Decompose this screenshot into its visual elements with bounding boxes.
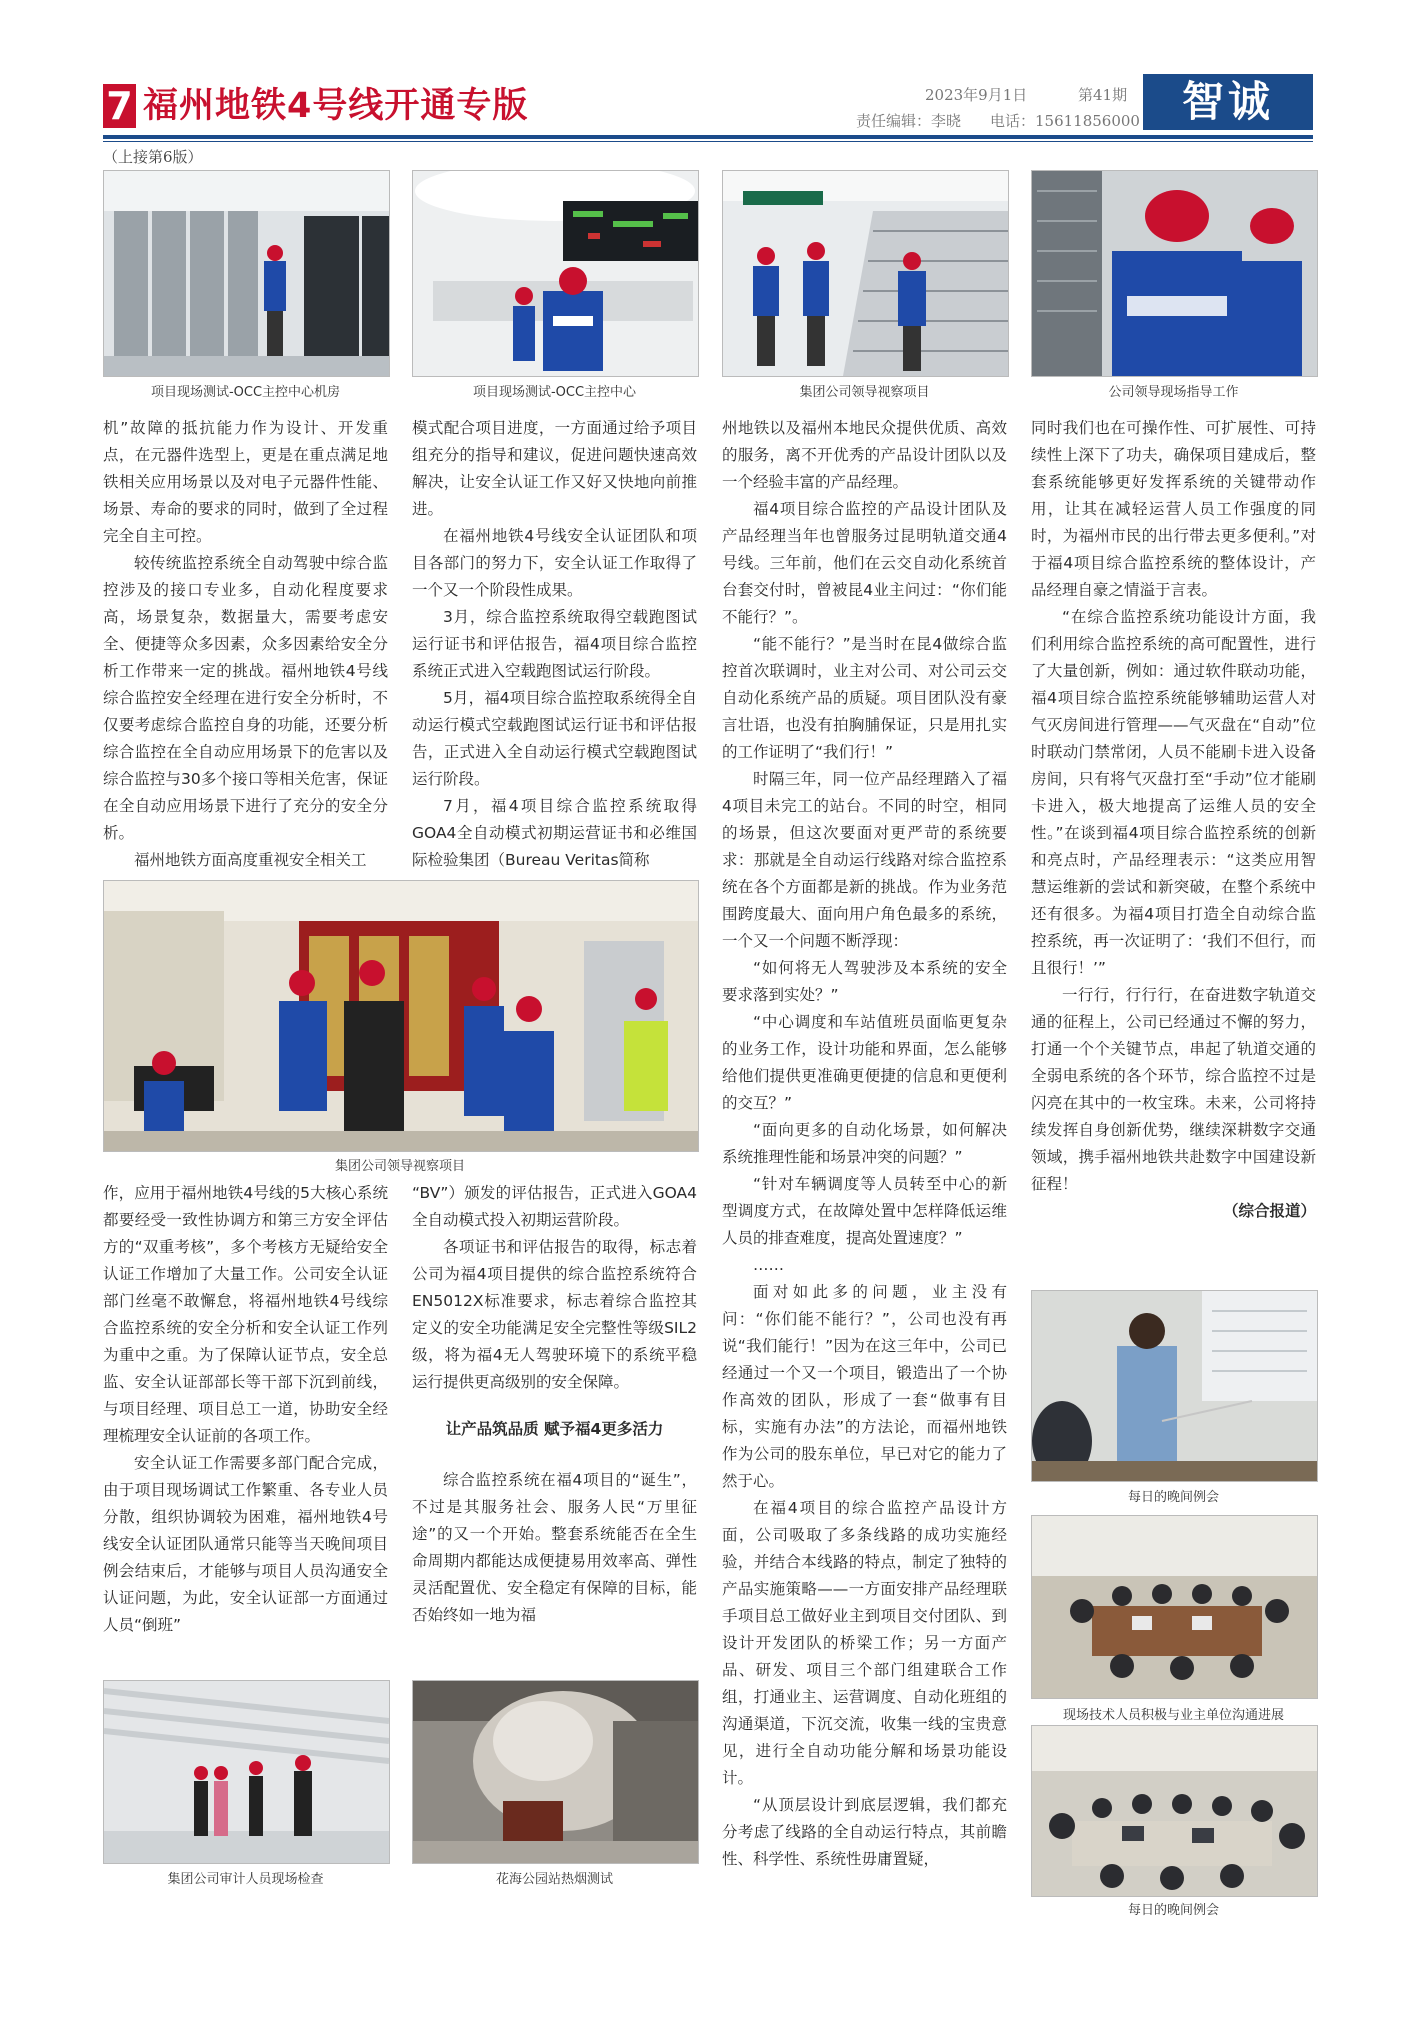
paragraph: “从顶层设计到底层逻辑，我们都充分考虑了线路的全自动运行特点，其前瞻性、科学性、系统性毋庸置疑， bbox=[722, 1796, 1007, 1868]
paragraph: 一行行，行行行，在奋进数字轨道交通的征程上，公司已经通过不懈的努力，打通一个个关键节点，串起了轨道交通的全弱电系统的各个环节，综合监控不过是闪亮在其中的一枚宝珠。未来，公司将持续发挥自身创新优势，继续深耕数字交通领域，携手福州地铁共赴数字中国建设新征程！ bbox=[1031, 986, 1316, 1193]
photo-evening-meeting bbox=[1031, 1290, 1318, 1482]
paragraph: 综合监控系统在福4项目的“诞生”，不过是其服务社会、服务人民“万里征途”的又一个开始。整套系统能否在全生命周期内都能达成便捷易用效率高、弹性灵活配置优、安全稳定有保障的目标，能否始终如一地为福 bbox=[412, 1471, 697, 1624]
header-rule bbox=[103, 135, 1313, 139]
editor: 责任编辑：李晓 bbox=[856, 112, 962, 130]
paragraph: “如何将无人驾驶涉及本系统的安全要求落到实处？” bbox=[722, 959, 1007, 1004]
article-column-1-bottom bbox=[103, 1180, 388, 1639]
photo-caption: 每日的晚间例会 bbox=[1127, 1903, 1219, 1918]
paragraph: “针对车辆调度等人员转至中心的新型调度方式，在故障处置中怎样降低运维人员的排查难度，提高处置速度？” bbox=[722, 1175, 1007, 1247]
issue-number: 第41期 bbox=[1078, 86, 1128, 104]
paragraph: 时隔三年，同一位产品经理踏入了福4项目未完工的站台。不同的时空，相同的场景，但这次要面对更严苛的系统要求：那就是全自动运行线路对综合监控系统在各个方面都是新的挑战。作为业务范围跨度最大、面向用户角色最多的系统，一个又一个问题不断浮现： bbox=[722, 770, 1007, 950]
paragraph: 福4项目综合监控的产品设计团队及产品经理当年也曾服务过昆明轨道交通4号线。三年前，他们在云交自动化系统首台套交付时，曾被昆4业主问过：“你们能不能行？”。 bbox=[722, 500, 1007, 626]
photo-occ-control-center bbox=[412, 170, 699, 377]
photo-caption: 集团公司领导视察项目 bbox=[799, 385, 930, 400]
photo-caption: 项目现场测试-OCC主控中心机房 bbox=[150, 385, 341, 400]
article-column-2-top bbox=[412, 415, 697, 874]
article-column-4 bbox=[1031, 415, 1316, 1225]
paragraph: 同时我们也在可操作性、可扩展性、可持续性上深下了功夫，确保项目建成后，整套系统能够更好发挥系统的关键带动作用，让其在减轻运营人员工作强度的同时，为福州市民的出行带去更多便利。”对于福4项目综合监控系统的整体设计，产品经理自豪之情溢于言表。 bbox=[1031, 419, 1316, 599]
newspaper-logo: 智诚 bbox=[1143, 74, 1313, 130]
paragraph: 5月，福4项目综合监控取系统得全自动运行模式空载跑图试运行证书和评估报告，正式进入全自动运行模式空载跑图试运行阶段。 bbox=[412, 689, 697, 788]
photo-occ-server-room bbox=[103, 170, 390, 377]
paragraph: 州地铁以及福州本地民众提供优质、高效的服务，离不开优秀的产品设计团队以及一个经验丰富的产品经理。 bbox=[722, 419, 1007, 491]
paragraph: 面对如此多的问题，业主没有问：“你们能不能行？”，公司也没有再说“我们能行！”因为在这三年中，公司已经通过一个又一个项目，锻造出了一个协作高效的团队，形成了一套“做事有目标，实施有办法”的方法论，而福州地铁作为公司的股东单位，早已对它的能力了然于心。 bbox=[722, 1283, 1007, 1490]
paragraph: “中心调度和车站值班员面临更复杂的业务工作，设计功能和界面，怎么能够给他们提供更准确更便捷的信息和更便利的交互？” bbox=[722, 1013, 1007, 1112]
photo-caption: 集团公司审计人员现场检查 bbox=[167, 1872, 324, 1887]
paragraph: 作，应用于福州地铁4号线的5大核心系统都要经受一致性协调方和第三方安全评估方的“双重考核”，多个考核方无疑给安全认证工作增加了大量工作。公司安全认证部门丝毫不敢懈怠，将福州地铁4号线综合监控系统的安全分析和安全认证工作列为重中之重。为了保障认证节点，安全总监、安全认证部部长等干部下沉到前线，与项目经理、项目总工一道，协助安全经理梳理安全认证前的各项工作。 bbox=[103, 1184, 388, 1445]
page-number-badge: 7 bbox=[103, 84, 136, 128]
paragraph: 7月，福4项目综合监控系统取得GOA4全自动模式初期运营证书和必维国际检验集团（Bureau Veritas简称 bbox=[412, 797, 697, 869]
photo-caption: 花海公园站热烟测试 bbox=[495, 1872, 613, 1887]
photo-evening-meeting-2 bbox=[1031, 1725, 1318, 1897]
paragraph: …… bbox=[753, 1256, 784, 1274]
paragraph: 福州地铁方面高度重视安全相关工 bbox=[134, 851, 367, 869]
photo-company-leader-guidance bbox=[1031, 170, 1318, 377]
photo-caption: 每日的晚间例会 bbox=[1127, 1490, 1219, 1505]
photo-group-leaders-inspection bbox=[722, 170, 1009, 377]
article-byline: （综合报道） bbox=[1222, 1202, 1316, 1220]
paragraph: 在福州地铁4号线安全认证团队和项目各部门的努力下，安全认证工作取得了一个又一个阶段性成果。 bbox=[412, 527, 697, 599]
photo-audit-inspection bbox=[103, 1680, 390, 1864]
section-title: 福州地铁4号线开通专版 bbox=[143, 86, 529, 126]
article-column-2-bottom bbox=[412, 1180, 697, 1629]
photo-smoke-test bbox=[412, 1680, 699, 1864]
article-column-1-top bbox=[103, 415, 388, 874]
paragraph: “能不能行？”是当时在昆4做综合监控首次联调时，业主对公司、对公司云交自动化系统产品的质疑。项目团队没有豪言壮语，也没有拍胸脯保证，只是用扎实的工作证明了“我们行！” bbox=[722, 635, 1007, 761]
continued-note: （上接第6版） bbox=[103, 148, 203, 166]
paragraph: 较传统监控系统全自动驾驶中综合监控涉及的接口专业多，自动化程度要求高，场景复杂，数据量大，需要考虑安全、便捷等众多因素，众多因素给安全分析工作带来一定的挑战。福州地铁4号线综合监控安全经理在进行安全分析时，不仅要考虑综合监控自身的功能，还要分析综合监控在全自动应用场景下的危害以及综合监控与30多个接口等相关危害，保证在全自动应用场景下进行了充分的安全分析。 bbox=[103, 554, 388, 842]
issue-date: 2023年9月1日 bbox=[925, 86, 1028, 104]
photo-caption: 集团公司领导视察项目 bbox=[334, 1159, 465, 1174]
photo-caption: 项目现场测试-OCC主控中心 bbox=[472, 385, 637, 400]
paragraph: 3月，综合监控系统取得空载跑图试运行证书和评估报告，福4项目综合监控系统正式进入空载跑图试运行阶段。 bbox=[412, 608, 697, 680]
paragraph: “面向更多的自动化场景，如何解决系统推理性能和场景冲突的问题？” bbox=[722, 1121, 1007, 1166]
paragraph: 在福4项目的综合监控产品设计方面，公司吸取了多条线路的成功实施经验，并结合本线路的特点，制定了独特的产品实施策略——一方面安排产品经理联手项目总工做好业主到项目交付团队、到设计开发团队的桥梁工作；另一方面产品、研发、项目三个部门组建联合工作组，打通业主、运营调度、自动化班组的沟通渠道，下沉交流，收集一线的宝贵意见，进行全自动功能分解和场景功能设计。 bbox=[722, 1499, 1007, 1787]
article-column-3 bbox=[722, 415, 1007, 1873]
phone: 电话：15611856000 bbox=[990, 112, 1140, 130]
photo-group-leaders-inspection-large bbox=[103, 880, 699, 1152]
section-heading: 让产品筑品质 赋予福4更多活力 bbox=[445, 1420, 664, 1438]
paragraph: “在综合监控系统功能设计方面，我们利用综合监控系统的高可配置性，进行了大量创新，例如：通过软件联动功能，福4项目综合监控系统能够辅助运营人对气灭房间进行管理——气灭盘在“自动”位时联动门禁常闭，人员不能刷卡进入设备房间，只有将气灭盘打至“手动”位才能刷卡进入，极大地提高了运维人员的安全性。”在谈到福4项目综合监控系统的创新和亮点时，产品经理表示：“这类应用智慧运维新的尝试和新突破，在整个系统中还有很多。为福4项目打造全自动综合监控系统，再一次证明了：‘我们不但行，而且很行！’” bbox=[1031, 608, 1316, 977]
paragraph: 各项证书和评估报告的取得，标志着公司为福4项目提供的综合监控系统符合EN5012X标准要求，标志着综合监控其定义的安全功能满足安全完整性等级SIL2级，将为福4无人驾驶环境下的系统平稳运行提供更高级别的安全保障。 bbox=[412, 1238, 697, 1391]
paragraph: 安全认证工作需要多部门配合完成，由于项目现场调试工作繁重、各专业人员分散，组织协调较为困难，福州地铁4号线安全认证团队通常只能等当天晚间项目例会结束后，才能够与项目人员沟通安全认证问题，为此，安全认证部一方面通过人员“倒班” bbox=[103, 1454, 388, 1634]
photo-caption: 现场技术人员积极与业主单位沟通进展 bbox=[1062, 1708, 1284, 1723]
paragraph: 机”故障的抵抗能力作为设计、开发重点，在元器件选型上，更是在重点满足地铁相关应用场景以及对电子元器件性能、场景、寿命的要求的同时，做到了全过程完全自主可控。 bbox=[103, 419, 388, 545]
paragraph: 模式配合项目进度，一方面通过给予项目组充分的指导和建议，促进问题快速高效解决，让安全认证工作又好又快地向前推进。 bbox=[412, 419, 697, 518]
photo-caption: 公司领导现场指导工作 bbox=[1108, 385, 1239, 400]
photo-owner-communication bbox=[1031, 1515, 1318, 1699]
paragraph: “BV”）颁发的评估报告，正式进入GOA4全自动模式投入初期运营阶段。 bbox=[412, 1184, 697, 1229]
header-rule-thin bbox=[103, 141, 1313, 142]
